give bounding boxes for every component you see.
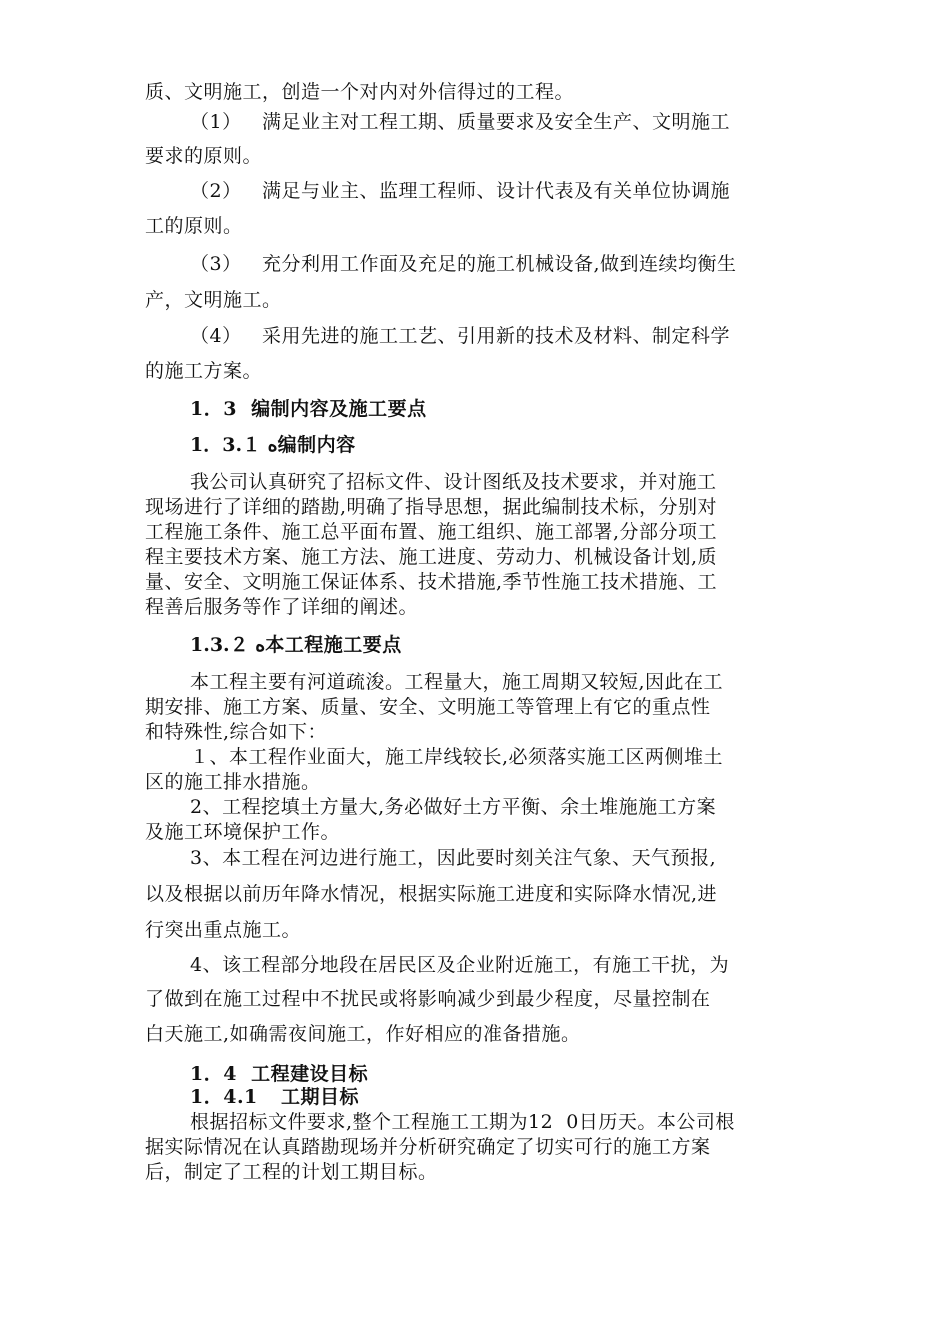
para-1-3-2-intro-line: 本工程主要有河道疏浚。工程量大，施工周期又较短,因此在工: [190, 671, 724, 693]
para-1-4-1-line: 根据招标文件要求,整个工程施工工期为12 0日历天。本公司根: [190, 1111, 735, 1133]
key-point-1-line: １、本工程作业面大，施工岸线较长,必须落实施工区两侧堆土: [190, 746, 724, 768]
key-point-4-line: 白天施工,如确需夜间施工，作好相应的准备措施。: [145, 1023, 581, 1045]
key-point-4-line: 4、该工程部分地段在居民区及企业附近施工，有施工干扰，为: [190, 954, 730, 976]
principle-3-line1: 充分利用工作面及充足的施工机械设备,做到连续均衡生: [262, 253, 737, 275]
para-1-3-1-line: 工程施工条件、施工总平面布置、施工组织、施工部署,分部分项工: [145, 521, 718, 543]
para-1-4-1-line: 后，制定了工程的计划工期目标。: [145, 1161, 438, 1183]
key-point-4-line: 了做到在施工过程中不扰民或将影响减少到最少程度，尽量控制在: [145, 988, 711, 1010]
para-1-3-2-intro-line: 期安排、施工方案、质量、安全、文明施工等管理上有它的重点性: [145, 696, 711, 718]
section-1-4-heading: 1．4 工程建设目标: [190, 1063, 369, 1085]
key-point-1-line: 区的施工排水措施。: [145, 771, 321, 793]
principle-1-line2: 要求的原则。: [145, 145, 263, 167]
para-1-3-1-line: 量、安全、文明施工保证体系、技术措施,季节性施工技术措施、工: [145, 571, 718, 593]
principle-4-line1: 采用先进的施工工艺、引用新的技术及材料、制定科学: [262, 325, 731, 347]
principle-3-line2: 产，文明施工。: [145, 289, 282, 311]
para-1-3-1-line: 现场进行了详细的踏勘,明确了指导思想，据此编制技术标，分别对: [145, 496, 718, 518]
para-1-3-1-line: 程善后服务等作了详细的阐述。: [145, 596, 419, 618]
section-1-4-1-number: 1．4.1: [190, 1086, 258, 1108]
para-1-4-1-line: 据实际情况在认真踏勘现场并分析研究确定了切实可行的施工方案: [145, 1136, 711, 1158]
section-1-3-1-heading: 1．3.１ ﻩ编制内容: [190, 434, 356, 456]
principle-3-number: （3）: [190, 253, 242, 275]
principle-4-number: （4）: [190, 325, 242, 347]
principle-2-line1: 满足与业主、监理工程师、设计代表及有关单位协调施: [262, 180, 731, 202]
principle-4-line2: 的施工方案。: [145, 360, 263, 382]
key-point-3-line: 3、本工程在河边进行施工，因此要时刻关注气象、天气预报,: [190, 847, 717, 869]
section-1-3-heading: 1．3 编制内容及施工要点: [190, 398, 427, 420]
para-1-3-1-line: 我公司认真研究了招标文件、设计图纸及技术要求，并对施工: [190, 471, 717, 493]
section-1-3-2-heading: 1.3.２ ﻩ本工程施工要点: [190, 634, 402, 656]
principle-2-line2: 工的原则。: [145, 215, 243, 237]
key-point-2-line: 2、工程挖填土方量大,务必做好土方平衡、余土堆施施工方案: [190, 796, 717, 818]
key-point-3-line: 行突出重点施工。: [145, 919, 302, 941]
para-1-3-2-intro-line: 和特殊性,综合如下：: [145, 721, 328, 743]
principle-2-number: （2）: [190, 180, 242, 202]
principle-1-number: （1）: [190, 111, 242, 133]
section-1-4-1-title: 工期目标: [281, 1086, 360, 1108]
para-1-3-1-line: 程主要技术方案、施工方法、施工进度、劳动力、机械设备计划,质: [145, 546, 718, 568]
key-point-2-line: 及施工环境保护工作。: [145, 821, 341, 843]
principle-1-line1: 满足业主对工程工期、质量要求及安全生产、文明施工: [262, 111, 731, 133]
key-point-3-line: 以及根据以前历年降水情况，根据实际施工进度和实际降水情况,进: [145, 883, 718, 905]
intro-continuation: 质、文明施工，创造一个对内对外信得过的工程。: [145, 81, 575, 103]
